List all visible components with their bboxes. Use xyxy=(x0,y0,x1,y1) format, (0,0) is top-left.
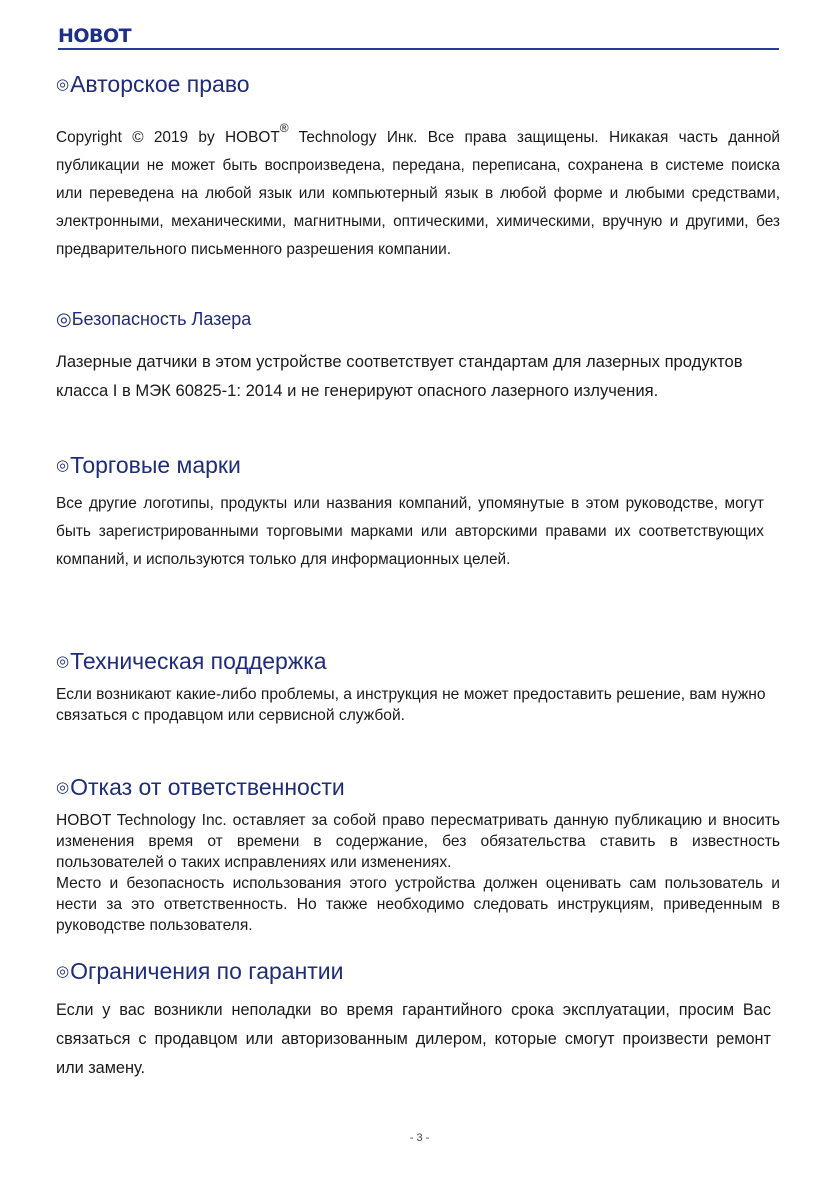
bullet-icon: ◎ xyxy=(56,779,70,796)
bullet-icon: ◎ xyxy=(56,963,70,980)
section-heading-copyright xyxy=(56,70,250,99)
copyright-text-rest: Technology Инк. Все права защищены. Никакая часть данной публикации не может быть воспроизведена, передана, переписана, сохранена в системе поиска или переведена на любой язык или компьютерный язык в любой форме и любыми средствами, электронными, механическими, магнитными, оптическими, химическими, вручную и другими, без предварительного письменного разрешения компании. xyxy=(56,129,780,258)
page-header xyxy=(58,26,779,50)
page-number: - 3 - xyxy=(409,1132,430,1144)
section-heading-support xyxy=(56,647,327,676)
section-heading-disclaimer xyxy=(56,773,345,802)
trademarks-paragraph: Все другие логотипы, продукты или названия компаний, упомянутые в этом руководстве, могут быть зарегистрированными торговыми марками или авторскими правами их соответствующих компаний, и используются только для информационных целей. xyxy=(56,495,764,568)
copyright-paragraph xyxy=(56,114,780,264)
section-heading-warranty xyxy=(56,957,344,986)
disclaimer-paragraph-2: Место и безопасность использования этого устройства должен оценивать сам пользователь и нести за это ответственность. Но также необходимо следовать инструкциям, приведенным в руководстве пользователя. xyxy=(56,875,780,934)
heading-text: Ограничения по гарантии xyxy=(70,958,344,984)
bullet-icon: ◎ xyxy=(56,76,70,93)
disclaimer-paragraph-1: HOBOT Technology Inc. оставляет за собой право пересматривать данную публикацию и вносить изменения время от времени в содержание, без обязательства ставить в известность пользователей о таких исправлениях или изменениях. xyxy=(56,812,780,871)
heading-text: Отказ от ответственности xyxy=(70,774,345,800)
copyright-text-start: Copyright © 2019 by HOBOT xyxy=(56,129,280,146)
warranty-paragraph: Если у вас возникли неполадки во время гарантийного срока эксплуатации, просим Вас связаться с продавцом или авторизованным дилером, которые смогут произвести ремонт или замену. xyxy=(56,1001,771,1077)
header-rule xyxy=(58,48,779,50)
bullet-icon: ◎ xyxy=(56,653,70,670)
brand-logo: HOBOT xyxy=(58,25,132,47)
bullet-icon: ◎ xyxy=(56,309,72,329)
registered-mark: ® xyxy=(279,121,289,135)
laser-paragraph: Лазерные датчики в этом устройстве соответствует стандартам для лазерных продуктов класса I в МЭК 60825-1: 2014 и не генерируют опасного лазерного излучения. xyxy=(56,352,743,400)
heading-text: Торговые марки xyxy=(70,452,241,478)
heading-text: Техническая поддержка xyxy=(70,648,327,674)
bullet-icon: ◎ xyxy=(56,457,70,474)
section-heading-laser xyxy=(56,307,251,331)
heading-text: Безопасность Лазера xyxy=(71,309,252,329)
section-heading-trademarks xyxy=(56,451,241,480)
support-paragraph: Если возникают какие-либо проблемы, а инструкция не может предоставить решение, вам нужно связаться с продавцом или сервисной службой. xyxy=(56,686,766,724)
heading-text: Авторское право xyxy=(70,71,250,97)
